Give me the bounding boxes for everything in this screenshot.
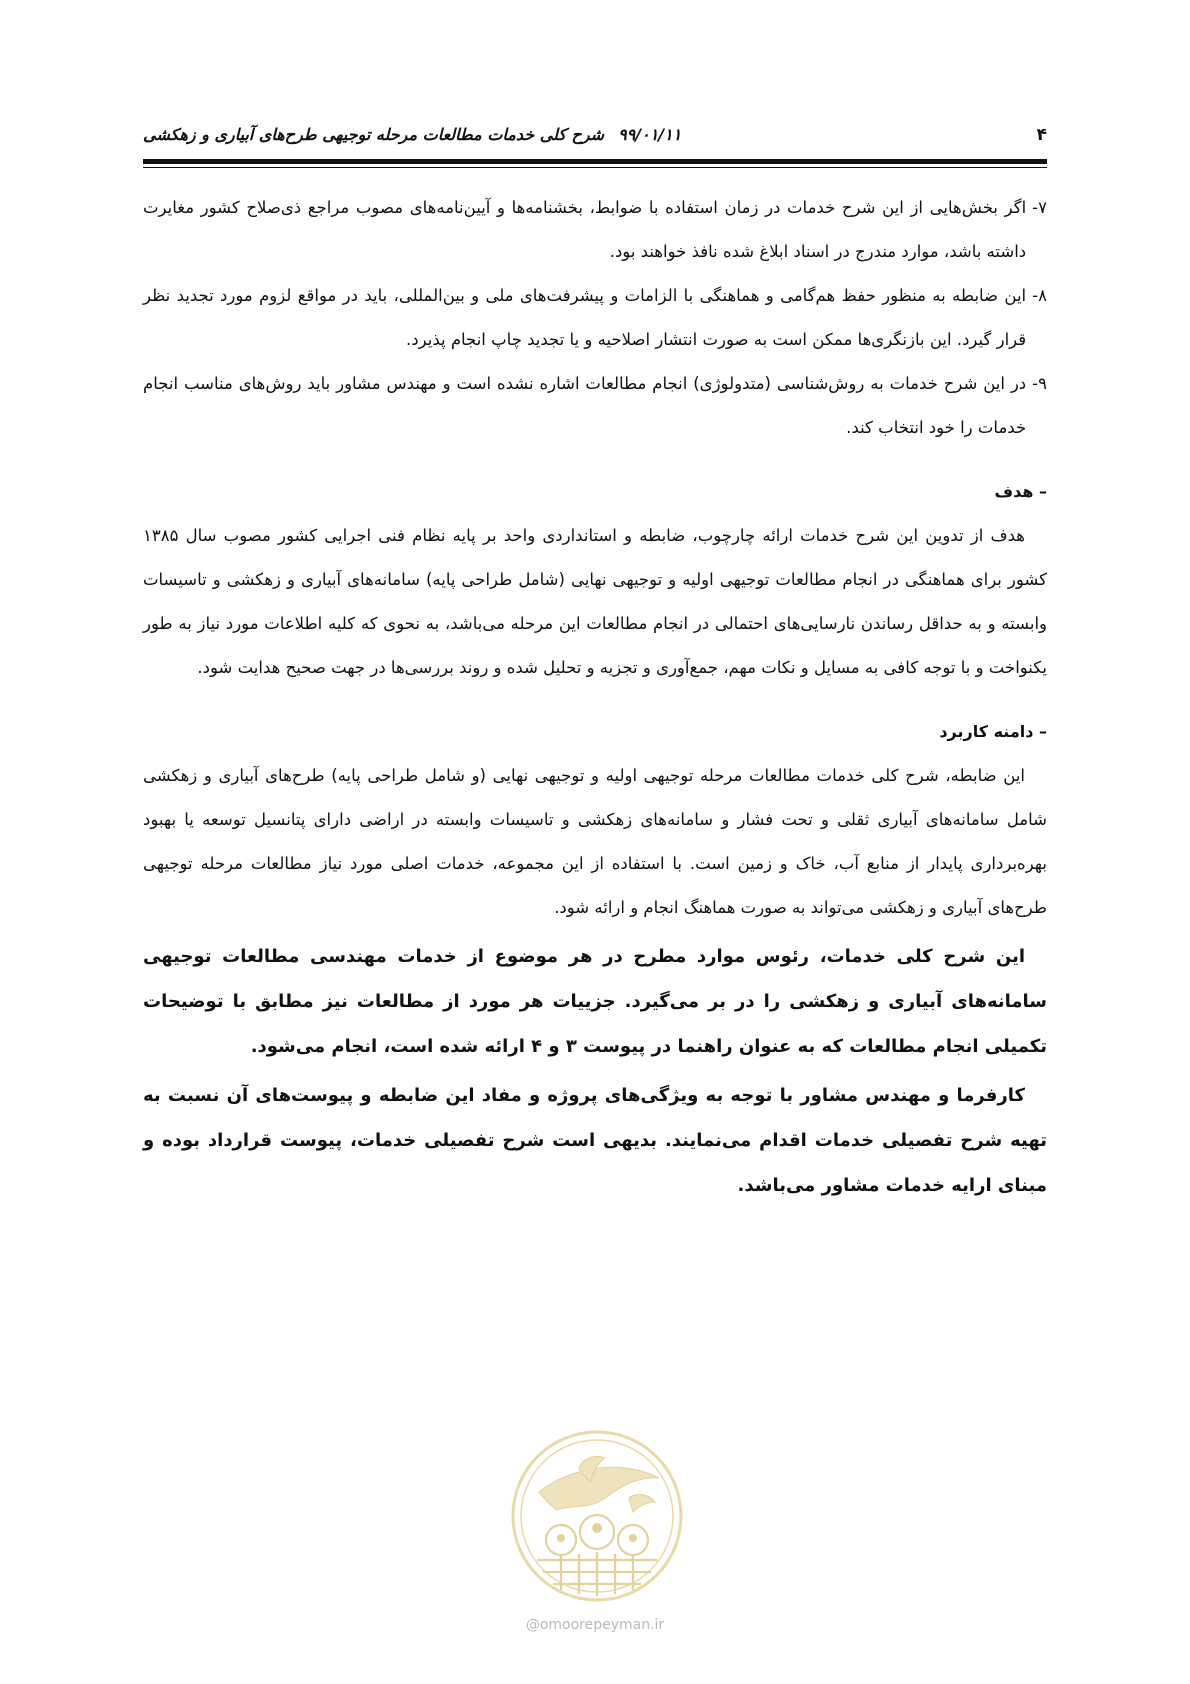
bold-paragraph-1: این شرح کلی خدمات، رئوس موارد مطرح در هر موضوع از خدمات مهندسی مطالعات توجیهی سامانه‌های آبیاری و زهکشی را در بر می‌گیرد. جزییات هر مورد از مطالعات نیز مطابق با توضیحات تکمیلی انجام مطالعات که به عنوان راهنما در پیوست ۳ و ۴ ارائه شده است، انجام می‌شود. <box>143 946 1047 1057</box>
bold-paragraph-2: کارفرما و مهندس مشاور با توجه به ویژگی‌های پروژه و مفاد این ضابطه و پیوست‌های آن نسبت به تهیه شرح تفصیلی خدمات اقدام می‌نمایند. بدیهی است شرح تفصیلی خدمات، پیوست قرارداد بوده و مبنای ارایه خدمات مشاور می‌باشد. <box>143 1085 1047 1196</box>
section-heading-scope: – دامنه کاربرد <box>939 722 1047 741</box>
list-item-text: در این شرح خدمات به روش‌شناسی (متدولوژی) انجام مطالعات اشاره نشده است و مهندس مشاور باید روش‌های مناسب انجام خدمات را خود انتخاب کند. <box>143 374 1027 437</box>
list-item-number: ۹- <box>1032 374 1047 393</box>
header-rule-thick <box>143 159 1047 164</box>
watermark-logo <box>509 1428 685 1604</box>
header-title: شرح کلی خدمات مطالعات مرحله توجیهی طرح‌های آبیاری و زهکشی <box>143 125 605 144</box>
document-body <box>143 186 1047 1208</box>
list-item <box>143 362 1047 450</box>
page-header <box>143 125 1047 155</box>
header-title-group <box>143 125 681 144</box>
list-item-text: اگر بخش‌هایی از این شرح خدمات در زمان استفاده با ضوابط، بخشنامه‌ها و آیین‌نامه‌های مصوب مراجع ذی‌صلاح کشور مغایرت داشته باشد، موارد مندرج در اسناد ابلاغ شده نافذ خواهند بود. <box>143 198 1027 261</box>
header-rule-thin <box>143 167 1047 168</box>
goal-paragraph: هدف از تدوین این شرح خدمات ارائه چارچوب، ضابطه و استانداردی واحد بر پایه نظام فنی اجرایی کشور مصوب سال ۱۳۸۵ کشور برای هماهنگی در انجام مطالعات توجیهی اولیه و توجیهی نهایی (شامل طراحی پایه) سامانه‌های آبیاری و زهکشی و تاسیسات وابسته و به حداقل رساندن نارسایی‌های احتمالی در انجام مطالعات این مرحله می‌باشد، به نحوی که کلیه اطلاعات مورد نیاز به طور یکنواخت و با توجه کافی به مسایل و نکات مهم، جمع‌آوری و تجزیه و تحلیل شده و روند بررسی‌ها در جهت صحیح هدایت شود. <box>143 526 1047 677</box>
page-number: ۴ <box>1036 125 1047 145</box>
watermark-seal-icon <box>509 1428 685 1604</box>
list-item-number: ۸- <box>1032 286 1047 305</box>
list-item-text: این ضابطه به منظور حفظ هم‌گامی و هماهنگی با الزامات و پیشرفت‌های ملی و بین‌المللی، باید در مواقع لزوم مورد تجدید نظر قرار گیرد. این بازنگری‌ها ممکن است به صورت انتشار اصلاحیه و یا تجدید چاپ انجام پذیرد. <box>143 286 1027 349</box>
section-heading-goal: – هدف <box>994 482 1047 501</box>
watermark-website: @omoorepeyman.ir <box>525 1617 665 1633</box>
list-item-number: ۷- <box>1032 198 1047 217</box>
list-item <box>143 186 1047 274</box>
scope-paragraph: این ضابطه، شرح کلی خدمات مطالعات مرحله توجیهی اولیه و توجیهی نهایی (و شامل طراحی پایه) طرح‌های آبیاری و زهکشی شامل سامانه‌های آبیاری ثقلی و تحت فشار و سامانه‌های زهکشی و تاسیسات وابسته در اراضی دارای پتانسیل توسعه یا بهبود بهره‌برداری پایدار از منابع آب، خاک و زمین است. با استفاده از این مجموعه، خدمات اصلی مورد نیاز مطالعات مرحله توجیهی طرح‌های آبیاری و زهکشی می‌تواند به صورت هماهنگ انجام و ارائه شود. <box>143 766 1047 917</box>
list-item <box>143 274 1047 362</box>
header-date: ۹۹/۰۱/۱۱ <box>618 125 682 144</box>
